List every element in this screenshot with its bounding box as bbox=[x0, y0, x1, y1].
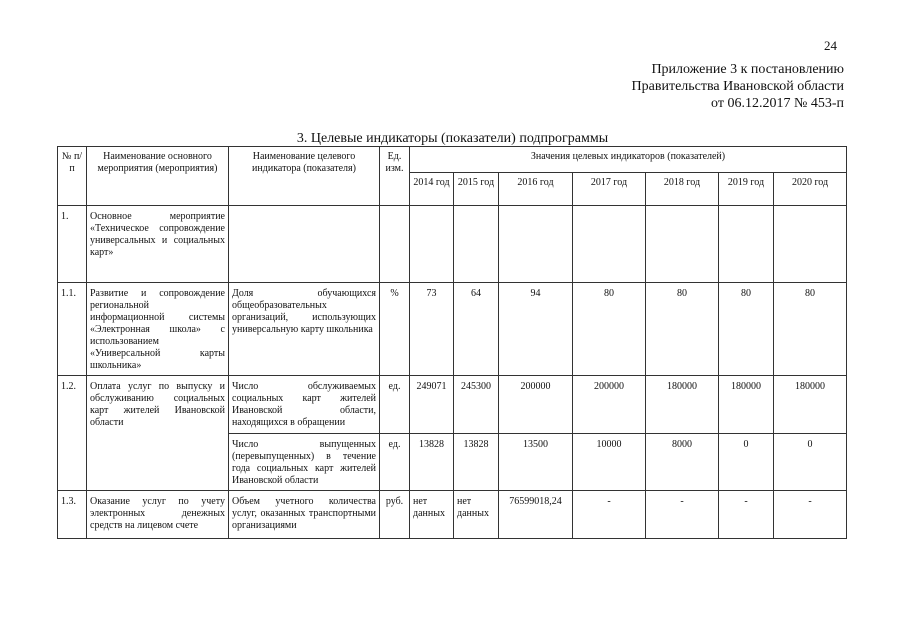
row-value: 180000 bbox=[719, 376, 774, 434]
row-value: - bbox=[573, 491, 646, 539]
row-value: - bbox=[719, 491, 774, 539]
row-activity: Развитие и сопровождение региональной информационной системы «Электронная школа» с использованием «Универсальной карты школьника» bbox=[87, 283, 229, 376]
row-value: 64 bbox=[454, 283, 499, 376]
row-value: 200000 bbox=[573, 376, 646, 434]
section-title: 3. Целевые индикаторы (показатели) подпрограммы bbox=[296, 131, 609, 146]
row-indicator: Объем учетного количества услуг, оказанных транспортными организациями bbox=[232, 496, 376, 531]
row-unit: руб. bbox=[380, 491, 410, 539]
row-value: 180000 bbox=[646, 376, 719, 434]
approval-line: Приложение 3 к постановлению bbox=[651, 62, 844, 77]
table-row bbox=[58, 283, 847, 376]
header-year: 2017 год bbox=[573, 173, 646, 206]
header-unit: Ед. изм. bbox=[380, 147, 410, 206]
row-value: 13828 bbox=[454, 434, 499, 491]
row-value: - bbox=[774, 491, 847, 539]
table-row bbox=[58, 376, 847, 434]
row-value: нет данных bbox=[410, 491, 454, 539]
row-value: 13500 bbox=[499, 434, 573, 491]
row-value: 13828 bbox=[410, 434, 454, 491]
row-indicator: Доля обучающихся общеобразовательных организаций, использующих универсальную карту школьника bbox=[229, 283, 380, 376]
row-value bbox=[719, 206, 774, 283]
row-value: 80 bbox=[719, 283, 774, 376]
row-unit: % bbox=[380, 283, 410, 376]
row-value bbox=[774, 206, 847, 283]
row-value: 80 bbox=[573, 283, 646, 376]
header-year: 2018 год bbox=[646, 173, 719, 206]
row-value: 80 bbox=[646, 283, 719, 376]
header-year: 2014 год bbox=[410, 173, 454, 206]
row-value: 76599018,24 bbox=[499, 491, 573, 539]
header-activity: Наименование основного мероприятия (мероприятия) bbox=[87, 147, 229, 206]
row-unit: ед. bbox=[380, 434, 410, 491]
table-row bbox=[58, 491, 847, 539]
row-indicator-cell bbox=[229, 491, 380, 539]
row-num: 1.1. bbox=[58, 283, 87, 376]
row-activity-cell bbox=[87, 491, 229, 539]
header-num: № п/п bbox=[58, 147, 87, 206]
row-indicator: Число выпущенных (перевыпущенных) в течение года социальных карт жителей Ивановской области bbox=[229, 434, 380, 491]
row-value: 8000 bbox=[646, 434, 719, 491]
row-indicator bbox=[229, 206, 380, 283]
header-values-group: Значения целевых индикаторов (показателей) bbox=[410, 147, 847, 173]
row-value bbox=[499, 206, 573, 283]
header-year: 2020 год bbox=[774, 173, 847, 206]
row-value: 10000 bbox=[573, 434, 646, 491]
row-num: 1.3. bbox=[58, 491, 87, 539]
row-num: 1. bbox=[58, 206, 87, 283]
row-activity: Оплата услуг по выпуску и обслуживанию социальных карт жителей Ивановской области bbox=[87, 376, 229, 491]
page-number: 24 bbox=[824, 38, 837, 53]
row-indicator: Число обслуживаемых социальных карт жителей Ивановской области, находящихся в обращении bbox=[229, 376, 380, 434]
header-year: 2019 год bbox=[719, 173, 774, 206]
row-value: 180000 bbox=[774, 376, 847, 434]
row-value bbox=[646, 206, 719, 283]
row-num: 1.2. bbox=[58, 376, 87, 491]
row-value: 80 bbox=[774, 283, 847, 376]
approval-line: Правительства Ивановской области bbox=[631, 79, 844, 94]
row-value: 0 bbox=[774, 434, 847, 491]
row-value bbox=[410, 206, 454, 283]
row-unit: ед. bbox=[380, 376, 410, 434]
header-year: 2015 год bbox=[454, 173, 499, 206]
row-unit bbox=[380, 206, 410, 283]
indicators-table bbox=[57, 146, 847, 539]
row-value: 249071 bbox=[410, 376, 454, 434]
row-value: нет данных bbox=[454, 491, 499, 539]
row-value bbox=[454, 206, 499, 283]
approval-line: от 06.12.2017 № 453-п bbox=[711, 96, 844, 111]
approval-block bbox=[632, 61, 844, 112]
row-value: 73 bbox=[410, 283, 454, 376]
row-value: 245300 bbox=[454, 376, 499, 434]
row-value bbox=[573, 206, 646, 283]
row-value: 94 bbox=[499, 283, 573, 376]
row-activity: Оказание услуг по учету электронных денежных средств на лицевом счете bbox=[90, 496, 225, 531]
table-row bbox=[58, 206, 847, 283]
row-activity: Основное мероприятие «Техническое сопровождение универсальных и социальных карт» bbox=[87, 206, 229, 283]
row-value: - bbox=[646, 491, 719, 539]
row-value: 0 bbox=[719, 434, 774, 491]
row-value: 200000 bbox=[499, 376, 573, 434]
header-indicator: Наименование целевого индикатора (показателя) bbox=[229, 147, 380, 206]
header-year: 2016 год bbox=[499, 173, 573, 206]
